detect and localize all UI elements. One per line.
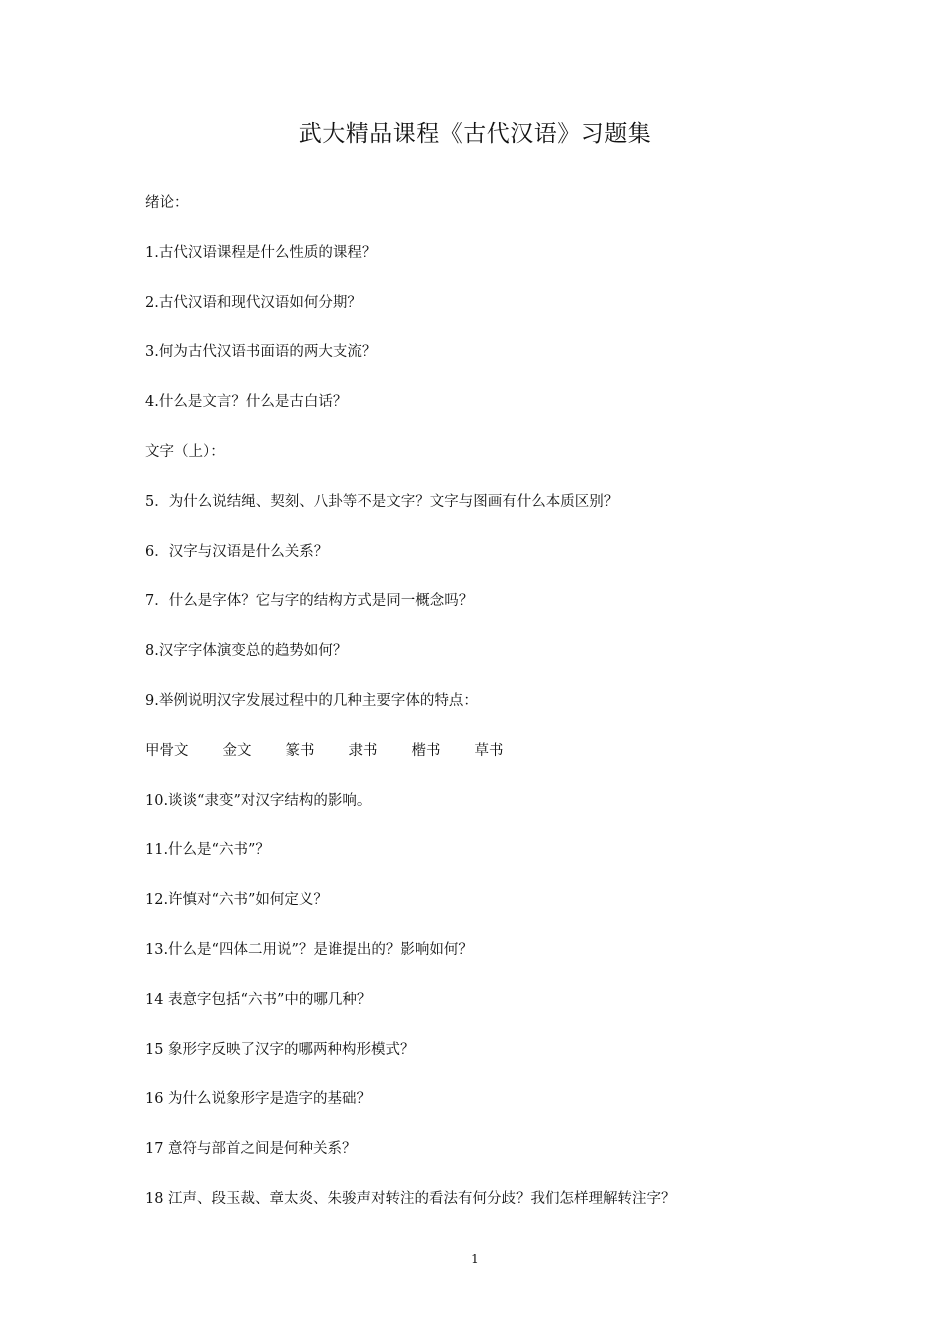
- question-line: 8.汉字字体演变总的趋势如何？: [145, 643, 348, 660]
- question-line: 9.举例说明汉字发展过程中的几种主要字体的特点：: [145, 692, 478, 709]
- question-line: 18 江声、段玉裁、章太炎、朱骏声对转注的看法有何分歧？我们怎样理解转注字？: [145, 1190, 676, 1207]
- script-type: 甲骨文: [145, 742, 189, 759]
- question-line: 7．什么是字体？它与字的结构方式是同一概念吗？: [145, 593, 474, 610]
- question-line: 14 表意字包括“六书”中的哪几种？: [145, 991, 372, 1008]
- question-line: 16 为什么说象形字是造字的基础？: [145, 1091, 372, 1108]
- script-type: 楷书: [411, 742, 441, 759]
- section-heading-intro: 绪论：: [145, 195, 189, 211]
- question-line: 11.什么是“六书”？: [145, 842, 270, 859]
- script-types-row: [145, 737, 865, 787]
- script-type: 隶书: [348, 742, 378, 759]
- question-line: 2.古代汉语和现代汉语如何分期？: [145, 294, 362, 311]
- question-line: 10.谈谈“隶变”对汉字结构的影响。: [145, 792, 372, 809]
- question-line: 4.什么是文言？什么是古白话？: [145, 394, 348, 411]
- question-line: 17 意符与部首之间是何种关系？: [145, 1141, 357, 1158]
- section-heading-writing: 文字（上）：: [145, 443, 225, 460]
- script-type: 金文: [222, 742, 252, 759]
- question-line: 15 象形字反映了汉字的哪两种构形模式？: [145, 1041, 415, 1058]
- question-line: 1.古代汉语课程是什么性质的课程？: [145, 244, 377, 261]
- question-line: 13.什么是“四体二用说”？是谁提出的？影响如何？: [145, 941, 473, 958]
- question-line: 3.何为古代汉语书面语的两大支流？: [145, 344, 377, 361]
- page-number: 1: [471, 1252, 479, 1266]
- script-type: 草书: [474, 742, 504, 759]
- question-line: 6．汉字与汉语是什么关系？: [145, 543, 329, 560]
- document-title: 武大精品课程《古代汉语》习题集: [298, 121, 652, 147]
- question-line: 12.许慎对“六书”如何定义？: [145, 892, 328, 909]
- question-line: 5．为什么说结绳、契刻、八卦等不是文字？文字与图画有什么本质区别？: [145, 493, 619, 510]
- script-type: 篆书: [285, 742, 315, 759]
- question-list: [145, 189, 865, 1235]
